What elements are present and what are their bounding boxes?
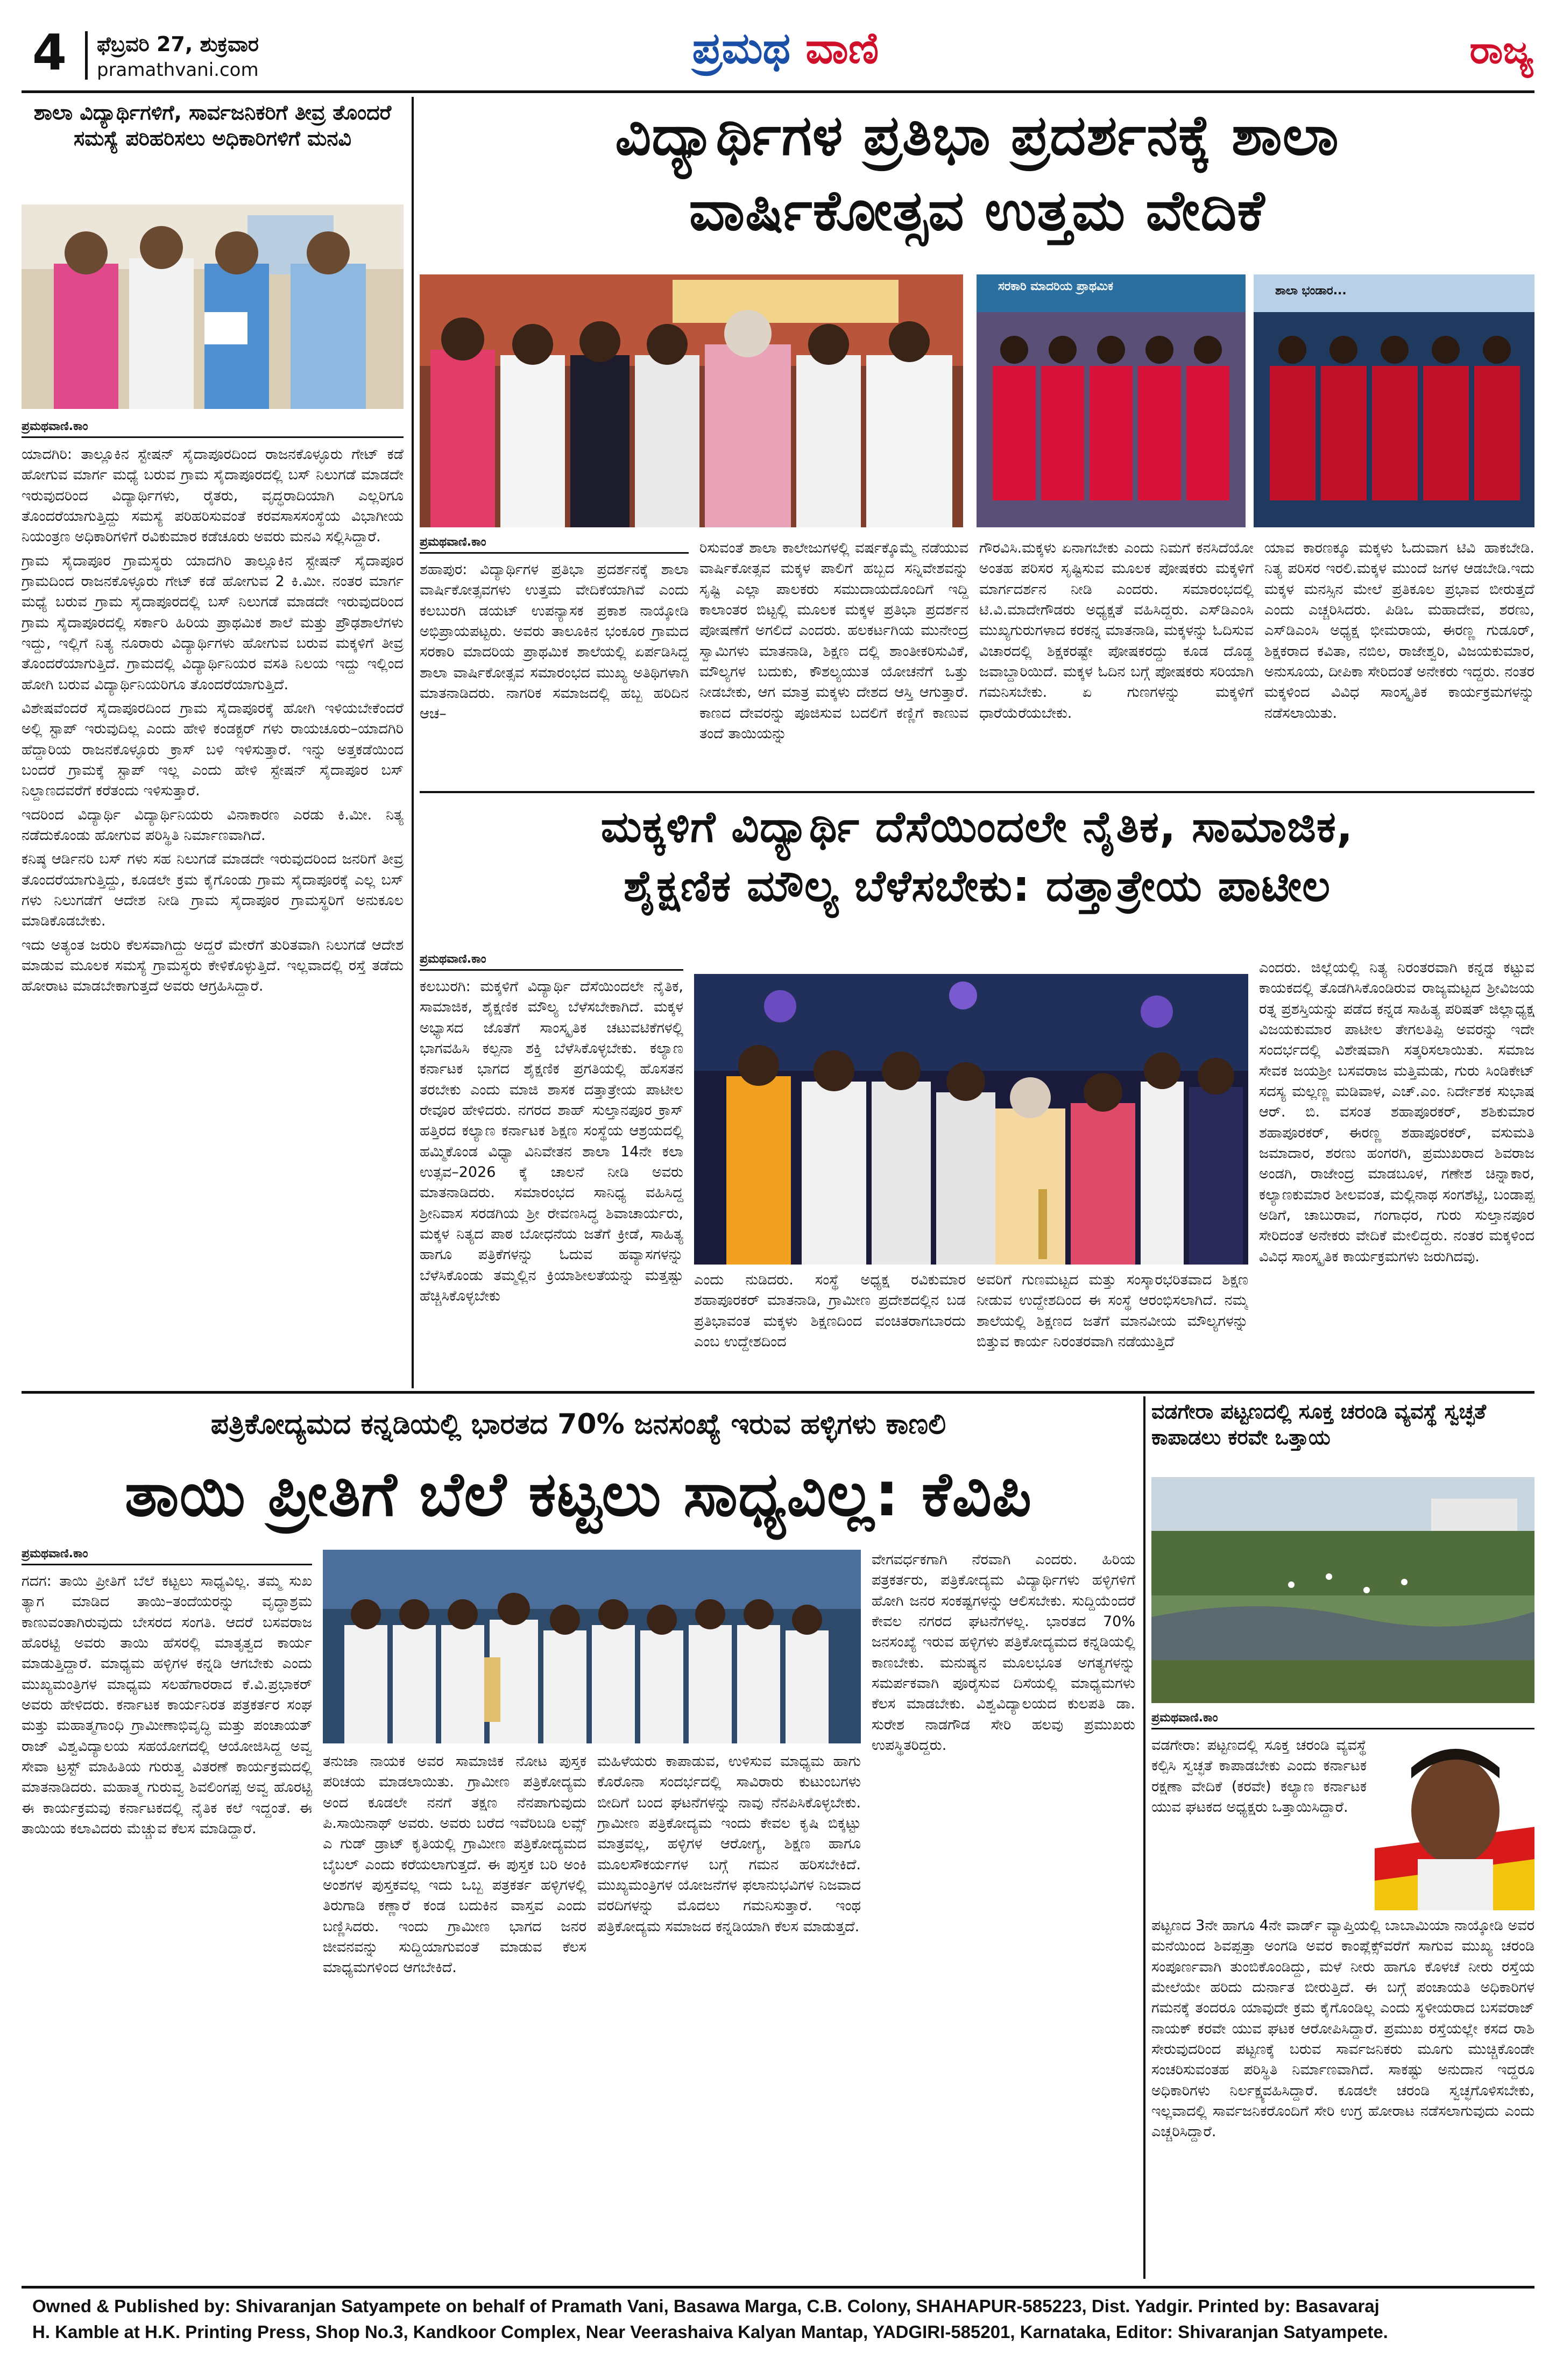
story-vadagera-col-full: ಪಟ್ಟಣದ 3ನೇ ಹಾಗೂ 4ನೇ ವಾರ್ಡ್ ವ್ಯಾಪ್ತಿಯಲ್ಲಿ ಬಾಬಾಮಿಯಾ ನಾಯ್ಕೋಡಿ ಅವರ ಮನೆಯಿಂದ ಶಿವಪ್ಪತ್ತಾ ಅಂಗಡಿ ಅವರ ಕಾಂಪ್ಲೆಕ್ಸ್‌ವರೆಗೆ ಸಾಗುವ ಮುಖ್ಯ ಚರಂಡಿ ಸಂಪೂರ್ಣವಾಗಿ ತುಂಬಿಕೊಂಡಿದ್ದು, ಮಳೆ ನೀರು ಹಾಗೂ ಕೊಳಚೆ ನೀರು ರಸ್ತೆಯ ಮೇಲೆಯೇ ಹರಿದು ದುರ್ನಾತ ಬೀರುತ್ತಿದೆ. ಈ ಬಗ್ಗೆ ಪಂಚಾಯತಿ ಅಧಿಕಾರಿಗಳ ಗಮನಕ್ಕೆ ತಂದರೂ ಯಾವುದೇ ಕ್ರಮ ಕೈಗೊಂಡಿಲ್ಲ ಎಂದು ಸ್ಥಳೀಯರಾದ ಬಸವರಾಜ್ ನಾಯಕ್ ಕರವೇ ಯುವ ಘಟಕ ಆರೋಪಿಸಿದ್ದಾರೆ. ಪ್ರಮುಖ ರಸ್ತೆಯಲ್ಲೇ ಕಸದ ರಾಶಿ ಸೇರುವುದರಿಂದ ಪಟ್ಟಣಕ್ಕೆ ಬರುವ ಸಾರ್ವಜನಿಕರು ಮೂಗು ಮುಚ್ಚಿಕೊಂಡೇ ಸಂಚರಿಸುವಂತಹ ಪರಿಸ್ಥಿತಿ ನಿರ್ಮಾಣವಾಗಿದೆ. ಸಾಕಷ್ಟು ಅನುದಾನ ಇದ್ದರೂ ಅಧಿಕಾರಿಗಳು ನಿರ್ಲಕ್ಷ್ಯವಹಿಸಿದ್ದಾರೆ. ಕೂಡಲೇ ಚರಂಡಿ ಸ್ವಚ್ಛಗೊಳಿಸಬೇಕು, ಇಲ್ಲವಾದಲ್ಲಿ ಸಾರ್ವಜನಿಕರೊಂದಿಗೆ ಸೇರಿ ಉಗ್ರ ಹೋರಾಟ ನಡೆಸಲಾಗುವುದು ಎಂದು ಎಚ್ಚರಿಸಿದ್ದಾರೆ.	[1151, 1917, 1534, 2141]
footer-line: H. Kamble at H.K. Printing Press, Shop No.3, Kandkoor Complex, Near Veerashaiva Kalyan Mantap, YADGIRI-585201, Karnataka, Editor: Shivaranjan Satyampete.	[32, 2321, 1388, 2342]
story-vadagera-col-left: ವಡಗೇರಾ: ಪಟ್ಟಣದಲ್ಲಿ ಸೂಕ್ತ ಚರಂಡಿ ವ್ಯವಸ್ಥೆ ಕಲ್ಪಿಸಿ ಸ್ವಚ್ಛತೆ ಕಾಪಾಡಬೇಕು ಎಂದು ಕರ್ನಾಟಕ ರಕ್ಷಣಾ ವೇದಿಕೆ (ಕರವೇ) ಕಲ್ಯಾಣ ಕರ್ನಾಟಕ ಯುವ ಘಟಕದ ಅಧ್ಯಕ್ಷರು ಒತ್ತಾಯಿಸಿದ್ದಾರೆ.	[1151, 1737, 1367, 1816]
story-kvp-byline: ಪ್ರಮಥವಾಣಿ.ಕಾಂ	[22, 1547, 312, 1565]
story-school-title: ಶಾಲಾ ವಿದ್ಯಾರ್ಥಿಗಳಿಗೆ, ಸಾರ್ವಜನಿಕರಿಗೆ ತೀವ್ರ ತೊಂದರೆ ಸಮಸ್ಯೆ ಪರಿಹರಿಸಲು ಅಧಿಕಾರಿಗಳಿಗೆ ಮನವಿ	[33, 101, 392, 150]
story-vadagera-byline: ಪ್ರಮಥವಾಣಿ.ಕಾಂ	[1151, 1711, 1534, 1729]
story-school-para: ಗ್ರಾಮ ಸೈದಾಪೂರ ಗ್ರಾಮಸ್ಥರು ಯಾದಗಿರಿ ತಾಲ್ಲೂಕಿನ ಸ್ಟೇಷನ್ ಸೈದಾಪೂರ ಗ್ರಾಮದಿಂದ ರಾಜನಕೊಳ್ಳೂರು ಗೇಟ್ ಕಡೆ ಹೋಗುವ 2 ಕಿ.ಮೀ. ನಂತರ ಮಾರ್ಗ ಮಧ್ಯೆ ಬರುವ ಗ್ರಾಮ ಸೈದಾಪೂರದಲ್ಲಿ ಬಸ್ ನಿಲುಗಡೆ ಮಾಡದೇ ಇರುವುದರಿಂದ ಗ್ರಾಮ ಸೈದಾಪೂರದಲ್ಲಿ ಸರ್ಕಾರಿ ಹಿರಿಯ ಪ್ರಾಥಮಿಕ ಶಾಲೆ ಮತ್ತು ಪ್ರೌಢಶಾಲೆಗಳು ಇದ್ದು, ಇಲ್ಲಿಗೆ ನಿತ್ಯ ನೂರಾರು ವಿದ್ಯಾರ್ಥಿಗಳು ಹೋಗುವ ಬರುವ ಮಕ್ಕಳಿಗೆ ತೀವ್ರ ತೊಂದರೆಯಾಗುತ್ತಿದೆ. ಗ್ರಾಮದಲ್ಲಿ ವಿದ್ಯಾರ್ಥಿನಿಯರ ವಸತಿ ನಿಲಯ ಇದ್ದು ಇಲ್ಲಿಂದ ಹೋಗಿ ಬರುವ ವಿದ್ಯಾರ್ಥಿನಿಯರಿಗೂ ತೊಂದರೆಯಾಗುತ್ತಿದೆ.	[22, 552, 404, 693]
story-annual-headline-1: ವಿದ್ಯಾರ್ಥಿಗಳ ಪ್ರತಿಭಾ ಪ್ರದರ್ಶನಕ್ಕೆ ಶಾಲಾ	[615, 102, 1339, 168]
story-values-under-photo-b: ಅವರಿಗೆ ಗುಣಮಟ್ಟದ ಮತ್ತು ಸಂಸ್ಕಾರಭರಿತವಾದ ಶಿಕ್ಷಣ ನೀಡುವ ಉದ್ದೇಶದಿಂದ ಈ ಸಂಸ್ಥೆ ಆರಂಭಿಸಲಾಗಿದೆ. ನಮ್ಮ ಶಾಲೆಯಲ್ಲಿ ಶಿಕ್ಷಣದ ಜತೆಗೆ ಮಾನವೀಯ ಮೌಲ್ಯಗಳನ್ನು ಬಿತ್ತುವ ಕಾರ್ಯ ನಿರಂತರವಾಗಿ ನಡೆಯುತ್ತಿದೆ	[977, 1272, 1248, 1350]
story-values-col-right: ಎಂದರು. ಜಿಲ್ಲೆಯಲ್ಲಿ ನಿತ್ಯ ನಿರಂತರವಾಗಿ ಕನ್ನಡ ಕಟ್ಟುವ ಕಾಯಕದಲ್ಲಿ ತೊಡಗಿಸಿಕೊಂಡಿರುವ ರಾಜ್ಯಮಟ್ಟದ ಶ್ರೀವಿಜಯ ರತ್ನ ಪ್ರಶಸ್ತಿಯನ್ನು ಪಡೆದ ಕನ್ನಡ ಸಾಹಿತ್ಯ ಪರಿಷತ್ ಜಿಲ್ಲಾಧ್ಯಕ್ಷ ವಿಜಯಕುಮಾರ ಪಾಟೀಲ ತೇಗಲತಿಪ್ಪಿ ಅವರನ್ನು ಇದೇ ಸಂದರ್ಭದಲ್ಲಿ ವಿಶೇಷವಾಗಿ ಸತ್ಕರಿಸಲಾಯಿತು. ಸಮಾಜ ಸೇವಕ ಜಯಶ್ರೀ ಬಸವರಾಜ ಮತ್ತಿಮಡು, ಗುರು ಸಿಂಡಿಕೇಟ್ ಸದಸ್ಯ ಮಲ್ಲಣ್ಣ ಮಡಿವಾಳ, ಎಚ್.ಎಂ. ನಿರ್ದೇಶಕ ಸುಭಾಷ ಆರ್. ಬಿ. ವಸಂತ ಶಹಾಪೂರಕರ್, ಶಶಿಕುಮಾರ ಶಹಾಪೂರಕರ್, ಈರಣ್ಣ ಶಹಾಪೂರಕರ್, ವಸುಮತಿ ಜಮಾದಾರ, ಶರಣು ಹಂಗರಗಿ, ಪ್ರಮುಖರಾದ ಶಿವರಾಜ ಅಂಡಗಿ, ರಾಜೇಂದ್ರ ಮಾಡಬೂಳ, ಗಣೇಶ ಚಿನ್ನಾಕಾರ, ಕಲ್ಯಾಣಕುಮಾರ ಶೀಲವಂತ, ಮಲ್ಲಿನಾಥ ಸಂಗಶೆಟ್ಟಿ, ಬಂಡಾಪ್ಪ ಅಡಿಗೆ, ಚಾಬುರಾವ, ಗಂಗಾಧರ, ಗುರು ಸುಲ್ತಾನಪೂರ ಸೇರಿದಂತೆ ಅನೇಕರು ವೇದಿಕೆ ಮೇಲಿದ್ದರು. ನಂತರ ಮಕ್ಕಳಿಂದ ವಿವಿಧ ಸಾಂಸ್ಕೃತಿಕ ಕಾರ್ಯಕ್ರಮಗಳು ಜರುಗಿದವು.	[1259, 959, 1534, 1265]
story-school-photo	[22, 204, 404, 409]
story-vadagera-title: ವಡಗೇರಾ ಪಟ್ಟಣದಲ್ಲಿ ಸೂಕ್ತ ಚರಂಡಿ ವ್ಯವಸ್ಥೆ ಸ್ವಚ್ಛತೆ ಕಾಪಾಡಲು ಕರವೇ ಒತ್ತಾಯ	[1151, 1400, 1487, 1449]
story-school-para: ಇದು ಅತ್ಯಂತ ಜರುರಿ ಕೆಲಸವಾಗಿದ್ದು ಅದ್ದರೆ ಮೇರೆಗೆ ತುರಿತವಾಗಿ ನಿಲುಗಡೆ ಆದೇಶ ಮಾಡುವ ಮೂಲಕ ಸಮಸ್ಯೆ ಗ್ರಾಮಸ್ಥರು ಕೇಳಿಕೊಳ್ಳುತ್ತಿದೆ. ಇಲ್ಲವಾದಲ್ಲಿ ರಸ್ತೆ ತಡೆದು ಹೋರಾಟ ಮಾಡಬೇಕಾಗುತ್ತದೆ ಅವರು ಆಗ್ರಹಿಸಿದ್ದಾರೆ.	[22, 936, 404, 995]
story-annual-byline: ಪ್ರಮಥವಾಣಿ.ಕಾಂ	[420, 535, 689, 554]
story-values-photo	[694, 974, 1248, 1265]
story-annual-photo-dancers-b	[1254, 274, 1534, 527]
story-annual-col-3: ಗೌರವಿಸಿ.ಮಕ್ಕಳು ಏನಾಗಬೇಕು ಎಂದು ನಿಮಗೆ ಕನಸಿದೆಯೋ ಅಂತಹ ಪರಿಸರ ಸೃಷ್ಟಿಸುವ ಮೂಲಕ ಪೋಷಕರು ಮಕ್ಕಳಿಗೆ ಮಾರ್ಗದರ್ಶನ ನೀಡಿ ಎಂದರು. ಸಮಾರಂಭದಲ್ಲಿ ಟಿ.ವಿ.ಮಾದೇಗೌಡರು ಅಧ್ಯಕ್ಷತೆ ವಹಿಸಿದ್ದರು. ಎಸ್‌ಡಿಎಂಸಿ ಮುಖ್ಯಗುರುಗಳಾದ ಕರಕನ್ನ ಮಾತನಾಡಿ, ಮಕ್ಕಳನ್ನು ಓದಿಸುವ ವಿಚಾರದಲ್ಲಿ ಶಿಕ್ಷಕರಷ್ಟೇ ಪೋಷಕರದ್ದು ಕೂಡ ದೊಡ್ಡ ಜವಾಬ್ದಾರಿಯಿದೆ. ಮಕ್ಕಳ ಓದಿನ ಬಗ್ಗೆ ಪೋಷಕರು ಸರಿಯಾಗಿ ಗಮನಿಸಬೇಕು. ಏ ಗುಣಗಳನ್ನು ಮಕ್ಕಳಿಗೆ ಧಾರೆಯೆರೆಯಬೇಕು.	[979, 540, 1254, 722]
story-values-under-photo-a: ಎಂದು ನುಡಿದರು. ಸಂಸ್ಥೆ ಅಧ್ಯಕ್ಷ ರವಿಕುಮಾರ ಶಹಾಪೂರಕರ್ ಮಾತನಾಡಿ, ಗ್ರಾಮೀಣ ಪ್ರದೇಶದಲ್ಲಿನ ಬಡ ಪ್ರತಿಭಾವಂತ ಮಕ್ಕಳು ಶಿಕ್ಷಣದಿಂದ ವಂಚಿತರಾಗಬಾರದು ಎಂಬ ಉದ್ದೇಶದಿಂದ	[694, 1272, 966, 1350]
story-kvp-col-3: ಮಹಿಳೆಯರು ಕಾಪಾಡುವ, ಉಳಿಸುವ ಮಾಧ್ಯಮ ಹಾಗು ಕೊರೊನಾ ಸಂದರ್ಭದಲ್ಲಿ ಸಾವಿರಾರು ಕುಟುಂಬಗಳು ಬೀದಿಗೆ ಬಂದ ಘಟನೆಗಳನ್ನು ನಾವು ನೆನಪಿಸಿಕೊಳ್ಳಬೇಕು. ಗ್ರಾಮೀಣ ಪತ್ರಿಕೋದ್ಯಮ ಇಂದು ಕೇವಲ ಕೃಷಿ ಬಿಕ್ಕಟ್ಟು ಮಾತ್ರವಲ್ಲ, ಹಳ್ಳಿಗಳ ಆರೋಗ್ಯ, ಶಿಕ್ಷಣ ಹಾಗೂ ಮೂಲಸೌಕರ್ಯಗಳ ಬಗ್ಗೆ ಗಮನ ಹರಿಸಬೇಕಿದೆ. ಮುಖ್ಯಮಂತ್ರಿಗಳ ಯೋಜನೆಗಳ ಫಲಾನುಭವಿಗಳ ನಿಜವಾದ ವರದಿಗಳನ್ನು ಮೊದಲು ಗಮನಿಸುತ್ತಾರೆ. ಇಂಥ ಪತ್ರಿಕೋದ್ಯಮ ಸಮಾಜದ ಕನ್ನಡಿಯಾಗಿ ಕೆಲಸ ಮಾಡುತ್ತದೆ.	[597, 1753, 861, 1935]
story-kvp-kicker: ಪತ್ರಿಕೋದ್ಯಮದ ಕನ್ನಡಿಯಲ್ಲಿ ಭಾರತದ 70% ಜನಸಂಖ್ಯೆ ಇರುವ ಹಳ್ಳಿಗಳು ಕಾಣಲಿ	[210, 1408, 946, 1440]
banner-text: ಸರಕಾರಿ ಮಾದರಿಯ ಪ್ರಾಥಮಿಕ	[998, 280, 1113, 293]
story-values-col-1: ಕಲಬುರಗಿ: ಮಕ್ಕಳಿಗೆ ವಿದ್ಯಾರ್ಥಿ ದೆಸೆಯಿಂದಲೇ ನೈತಿಕ, ಸಾಮಾಜಿಕ, ಶೈಕ್ಷಣಿಕ ಮೌಲ್ಯ ಬೆಳೆಸಬೇಕಾಗಿದೆ. ಮಕ್ಕಳ ಅಭ್ಯಾಸದ ಜೊತೆಗೆ ಸಾಂಸ್ಕೃತಿಕ ಚಟುವಟಿಕೆಗಳಲ್ಲಿ ಭಾಗವಹಿಸಿ ಕಲ್ಪನಾ ಶಕ್ತಿ ಬೆಳೆಸಿಕೊಳ್ಳಬೇಕು. ಕಲ್ಯಾಣ ಕರ್ನಾಟಕ ಭಾಗದ ಶೈಕ್ಷಣಿಕ ಪ್ರಗತಿಯಲ್ಲಿ ಹೊಸತನ ತರಬೇಕು ಎಂದು ಮಾಜಿ ಶಾಸಕ ದತ್ತಾತ್ರೇಯ ಪಾಟೀಲ ರೇವೂರ ಹೇಳಿದರು. ನಗರದ ಶಾಹ್ ಸುಲ್ತಾನಪೂರ ಕ್ರಾಸ್ ಹತ್ತಿರದ ಕಲ್ಯಾಣ ಕರ್ನಾಟಕ ಶಿಕ್ಷಣ ಸಂಸ್ಥೆಯ ಆಶ್ರಯದಲ್ಲಿ ಹಮ್ಮಿಕೊಂಡ ವಿಧ್ಯಾ ವಿನಿವೇತನ ಶಾಲಾ 14ನೇ ಕಲಾ ಉತ್ಸವ–2026 ಕ್ಕೆ ಚಾಲನೆ ನೀಡಿ ಅವರು ಮಾತನಾಡಿದರು. ಸಮಾರಂಭದ ಸಾನಿಧ್ಯ ವಹಿಸಿದ್ದ ಶ್ರೀನಿವಾಸ ಸರಡಗಿಯ ಶ್ರೀ ರೇವಣಸಿದ್ಧ ಶಿವಾಚಾರ್ಯರು, ಮಕ್ಕಳ ನಿತ್ಯದ ಪಾಠ ಬೋಧನೆಯ ಜತೆಗೆ ಕ್ರೀಡೆ, ಸಾಹಿತ್ಯ ಹಾಗೂ ಪತ್ರಿಕೆಗಳನ್ನು ಓದುವ ಹವ್ಯಾಸಗಳನ್ನು ಬೆಳೆಸಿಕೊಂಡು ತಮ್ಮಲ್ಲಿನ ಕ್ರಿಯಾಶೀಲತೆಯನ್ನು ಮತ್ತಷ್ಟು ಹೆಚ್ಚಿಸಿಕೊಳ್ಳಬೇಕು	[420, 978, 683, 1304]
story-annual-col-4: ಯಾವ ಕಾರಣಕ್ಕೂ ಮಕ್ಕಳು ಓದುವಾಗ ಟಿವಿ ಹಾಕಬೇಡಿ. ನಿತ್ಯ ಪರಿಸರ ಇರಲಿ.ಮಕ್ಕಳ ಮುಂದೆ ಜಗಳ ಆಡಬೇಡಿ.ಇದು ಮಕ್ಕಳ ಮನಸ್ಸಿನ ಮೇಲೆ ಪ್ರತಿಕೂಲ ಪ್ರಭಾವ ಬೀರುತ್ತದೆ ಎಂದು ಎಚ್ಚರಿಸಿದರು. ಪಿಡಿಒ ಮಹಾದೇವ, ಶರಣು, ಎಸ್‌ಡಿಎಂಸಿ ಅಧ್ಯಕ್ಷ ಭೀಮರಾಯ, ಈರಣ್ಣ ಗುಡೂರ್, ಶಿಕ್ಷಕರಾದ ಕವಿತಾ, ನಬಿಲ, ರಾಜೇಶ್ವರಿ, ವಿಜಯಕುಮಾರ, ಅನುಸೂಯ, ದೀಪಿಕಾ ಸೇರಿದಂತೆ ಅನೇಕರು ಇದ್ದರು. ನಂತರ ಮಕ್ಕಳಿಂದ ವಿವಿಧ ಸಾಂಸ್ಕೃತಿಕ ಕಾರ್ಯಕ್ರಮಗಳನ್ನು ನಡೆಸಲಾಯಿತು.	[1264, 540, 1534, 722]
story-kvp-col-1: ಗದಗ: ತಾಯಿ ಪ್ರೀತಿಗೆ ಬೆಲೆ ಕಟ್ಟಲು ಸಾಧ್ಯವಿಲ್ಲ. ತಮ್ಮ ಸುಖ ತ್ಯಾಗ ಮಾಡಿದ ತಾಯಿ–ತಂದೆಯರನ್ನು ವೃದ್ಧಾಶ್ರಮ ಕಾಣುವಂತಾಗಿರುವುದು ಬೇಸರದ ಸಂಗತಿ. ಆದರೆ ಬಸವರಾಜ ಹೊರಟ್ಟಿ ಅವರು ತಾಯಿ ಹೆಸರಲ್ಲಿ ಮಾತೃತ್ವದ ಕಾರ್ಯ ಮಾಡುತ್ತಿದ್ದಾರೆ. ಮಾಧ್ಯಮ ಹಳ್ಳಿಗಳ ಕನ್ನಡಿ ಆಗಬೇಕು ಎಂದು ಮುಖ್ಯಮಂತ್ರಿಗಳ ಮಾಧ್ಯಮ ಸಲಹೆಗಾರರಾದ ಕೆ.ವಿ.ಪ್ರಭಾಕರ್ ಅವರು ಹೇಳಿದರು. ಕರ್ನಾಟಕ ಕಾರ್ಯನಿರತ ಪತ್ರಕರ್ತರ ಸಂಘ ಮತ್ತು ಮಹಾತ್ಮಗಾಂಧಿ ಗ್ರಾಮೀಣಾಭಿವೃದ್ಧಿ ಮತ್ತು ಪಂಚಾಯತ್ ರಾಜ್ ವಿಶ್ವವಿದ್ಯಾಲಯ ಸಹಯೋಗದಲ್ಲಿ ಆಯೋಜಿಸಿದ್ದ ಅವ್ವ ಸೇವಾ ಟ್ರಸ್ಟ್ ಮಾಹಿತಿಯ ಗುರುತ್ವ ವಿತರಣೆ ಕಾರ್ಯಕ್ರಮದಲ್ಲಿ ಮಾತನಾಡಿದರು. ಮಹಾತ್ಮ ಗುರುವ್ವ ಶಿವಲಿಂಗಪ್ಪ ಅವ್ವ ಹೊರಟ್ಟಿ ಈ ಕಾರ್ಯಕ್ರಮವು ಕರ್ನಾಟಕದಲ್ಲಿ ನೈತಿಕ ಕಲೆ ಇದ್ದಂತೆ. ಈ ತಾಯಿಯ ಕಲಾವಿದರು ಮೆಚ್ಚುವ ಕೆಲಸ ಮಾಡಿದ್ದಾರೆ.	[22, 1573, 312, 1837]
story-kvp-col-4: ವೇಗವರ್ಧಕಗಾಗಿ ನೆರವಾಗಿ ಎಂದರು. ಹಿರಿಯ ಪತ್ರಕರ್ತರು, ಪತ್ರಿಕೋದ್ಯಮ ವಿದ್ಯಾರ್ಥಿಗಳು ಹಳ್ಳಿಗಳಿಗೆ ಹೋಗಿ ಜನರ ಸಂಕಷ್ಟಗಳನ್ನು ಆಲಿಸಬೇಕು. ಸುದ್ದಿಯೆಂದರೆ ಕೇವಲ ನಗರದ ಘಟನೆಗಳಲ್ಲ. ಭಾರತದ 70% ಜನಸಂಖ್ಯೆ ಇರುವ ಹಳ್ಳಿಗಳು ಪತ್ರಿಕೋದ್ಯಮದ ಕನ್ನಡಿಯಲ್ಲಿ ಕಾಣಬೇಕು. ಮನುಷ್ಯನ ಮೂಲಭೂತ ಅಗತ್ಯಗಳನ್ನು ಸಮರ್ಪಕವಾಗಿ ಪೂರೈಸುವ ದಿಸೆಯಲ್ಲಿ ಮಾಧ್ಯಮಗಳು ಕೆಲಸ ಮಾಡಬೇಕು. ವಿಶ್ವವಿದ್ಯಾಲಯದ ಕುಲಪತಿ ಡಾ. ಸುರೇಶ ನಾಡಗೌಡ ಸೇರಿ ಹಲವು ಪ್ರಮುಖರು ಉಪಸ್ಥಿತರಿದ್ದರು.	[872, 1551, 1135, 1754]
story-school-byline: ಪ್ರಮಥವಾಣಿ.ಕಾಂ	[22, 420, 404, 438]
paper-logo-b: ವಾಣಿ	[805, 23, 879, 73]
footer-line: Owned & Published by: Shivaranjan Satyampete on behalf of Pramath Vani, Basawa Marga, C.B. Colony, SHAHAPUR-585223, Dist. Yadgir. Printed by: Basavaraj	[32, 2296, 1380, 2316]
page-number: 4	[32, 24, 67, 81]
banner-text: ಶಾಲಾ ಭಂಡಾರ...	[1275, 284, 1347, 298]
story-kvp-photo	[323, 1550, 861, 1743]
masthead	[0, 0, 1556, 91]
story-school-body	[22, 444, 404, 1381]
paper-logo-a: ಪ್ರಮಥ	[692, 23, 791, 73]
story-school-para: ಯಾದಗಿರಿ: ತಾಲ್ಲೂಕಿನ ಸ್ಟೇಷನ್ ಸೈದಾಪೂರದಿಂದ ರಾಜನಕೊಳ್ಳೂರು ಗೇಟ್ ಕಡೆ ಹೋಗುವ ಮಾರ್ಗ ಮಧ್ಯೆ ಬರುವ ಗ್ರಾಮ ಸೈದಾಪೂರದಲ್ಲಿ ಬಸ್ ನಿಲುಗಡೆ ಮಾಡದೇ ಇರುವುದರಿಂದ ವಿದ್ಯಾರ್ಥಿಗಳು, ರೈತರು, ವೃದ್ಧರಾದಿಯಾಗಿ ಎಲ್ಲರಿಗೂ ತೊಂದರೆಯಾಗುತ್ತಿದ್ದು ಸಮಸ್ಯೆ ಪರಿಹರಿಸುವಂತೆ ಕರವಸಾಸಸಂಸ್ಥೆಯ ವಿಭಾಗೀಯ ನಿಯಂತ್ರಣ ಅಧಿಕಾರಿಗಳಿಗೆ ರವಿಕುಮಾರ ಕಡೆಚೂರು ಅವರು ಮನವಿ ಸಲ್ಲಿಸಿದ್ದಾರೆ.	[22, 446, 404, 546]
website-link[interactable]: pramathvani.com	[97, 59, 259, 81]
story-annual-headline-2: ವಾರ್ಷಿಕೋತ್ಸವ ಉತ್ತಮ ವೇದಿಕೆ	[689, 178, 1265, 243]
story-vadagera-photo-drain	[1151, 1477, 1534, 1703]
issue-date: ಫೆಬ್ರವರಿ 27, ಶುಕ್ರವಾರ	[97, 32, 259, 56]
story-kvp-headline: ತಾಯಿ ಪ್ರೀತಿಗೆ ಬೆಲೆ ಕಟ್ಟಲು ಸಾಧ್ಯವಿಲ್ಲ: ಕೆವಿಪಿ	[124, 1458, 1032, 1530]
story-annual-photo-guests	[420, 274, 963, 527]
footer-imprint	[32, 2293, 1533, 2369]
story-vadagera-photo-portrait	[1375, 1730, 1534, 1910]
story-kvp-col-2: ತನುಜಾ ನಾಯಕ ಅವರ ಸಾಮಾಜಿಕ ನೋಟ ಪುಸ್ತಕ ಪರಿಚಯ ಮಾಡಲಾಯಿತು. ಗ್ರಾಮೀಣ ಪತ್ರಿಕೋದ್ಯಮ ಅಂದ ಕೂಡಲೇ ನನಗೆ ತಕ್ಷಣ ನೆನಪಾಗುವುದು ಪಿ.ಸಾಯಿನಾಥ್ ಅವರು. ಅವರು ಬರೆದ ಇವೆರಿಬಡಿ ಲವ್ಸ್ ಎ ಗುಡ್ ಡ್ರಾಟ್ ಕೃತಿಯಲ್ಲಿ ಗ್ರಾಮೀಣ ಪತ್ರಿಕೋದ್ಯಮದ ಬೈಬಲ್ ಎಂದು ಕರೆಯಲಾಗುತ್ತದೆ. ಈ ಪುಸ್ತಕ ಬರಿ ಅಂಕಿ ಅಂಶಗಳ ಪುಸ್ತಕವಲ್ಲ ಇದು ಒಬ್ಬ ಪತ್ರಕರ್ತ ಹಳ್ಳಿಗಳಲ್ಲಿ ತಿರುಗಾಡಿ ಕಣ್ಣಾರೆ ಕಂಡ ಬದುಕಿನ ವಾಸ್ತವ ಎಂದು ಬಣ್ಣಿಸಿದರು. ಇಂದು ಗ್ರಾಮೀಣ ಭಾಗದ ಜನರ ಜೀವನವನ್ನು ಸುದ್ದಿಯಾಗುವಂತೆ ಮಾಡುವ ಕೆಲಸ ಮಾಧ್ಯಮಗಳಿಂದ ಆಗಬೇಕಿದೆ.	[323, 1753, 586, 1976]
story-values-headline-2: ಶೈಕ್ಷಣಿಕ ಮೌಲ್ಯ ಬೆಳೆಸಬೇಕು: ದತ್ತಾತ್ರೇಯ ಪಾಟೀಲ	[623, 861, 1331, 911]
story-annual-col-1: ಶಹಾಪುರ: ವಿದ್ಯಾರ್ಥಿಗಳ ಪ್ರತಿಭಾ ಪ್ರದರ್ಶನಕ್ಕೆ ಶಾಲಾ ವಾರ್ಷಿಕೋತ್ಸವಗಳು ಉತ್ತಮ ವೇದಿಕೆಯಾಗಿವೆ ಎಂದು ಕಲಬುರಗಿ ಡಯಟ್ ಉಪನ್ಯಾಸಕ ಪ್ರಕಾಶ ನಾಯ್ಕೋಡಿ ಅಭಿಪ್ರಾಯಪಟ್ಟರು. ಅವರು ತಾಲೂಕಿನ ಭಂಕೂರ ಗ್ರಾಮದ ಸರಕಾರಿ ಮಾದರಿಯ ಪ್ರಾಥಮಿಕ ಶಾಲೆಯಲ್ಲಿ ಏರ್ಪಡಿಸಿದ್ದ ಶಾಲಾ ವಾರ್ಷಿಕೋತ್ಸವ ಸಮಾರಂಭದ ಮುಖ್ಯ ಅತಿಥಿಗಳಾಗಿ ಮಾತನಾಡಿದರು. ನಾಗರಿಕ ಸಮಾಜದಲ್ಲಿ ಹಬ್ಬ ಹರಿದಿನ ಆಚ–	[420, 561, 689, 723]
story-school-para: ಕನಿಷ್ಠ ಆರ್ಡಿನರಿ ಬಸ್ ಗಳು ಸಹ ನಿಲುಗಡೆ ಮಾಡದೇ ಇರುವುದರಿಂದ ಜನರಿಗೆ ತೀವ್ರ ತೊಂದರೆಯಾಗುತ್ತಿದ್ದು, ಕೂಡಲೇ ಕ್ರಮ ಕೈಗೊಂಡು ಗ್ರಾಮ ಸೈದಾಪೂರಕ್ಕೆ ಎಲ್ಲ ಬಸ್ ಗಳು ನಿಲುಗಡೆಗೆ ಆದೇಶ ನೀಡಿ ಗ್ರಾಮ ಸೈದಾಪೂರ ಗ್ರಾಮಸ್ಥರಿಗೆ ಅನುಕೂಲ ಮಾಡಿಕೊಡಬೇಕು.	[22, 851, 404, 930]
story-annual-photo-dancers-a	[977, 274, 1246, 527]
section-label: ರಾಜ್ಯ	[1469, 28, 1533, 72]
story-annual-col-2: ರಿಸುವಂತೆ ಶಾಲಾ ಕಾಲೇಜುಗಳಲ್ಲಿ ವರ್ಷಕ್ಕೊಮ್ಮೆ ನಡೆಯುವ ವಾರ್ಷಿಕೋತ್ಸವ ಮಕ್ಕಳ ಪಾಲಿಗೆ ಹಬ್ಬದ ಸನ್ನಿವೇಶವನ್ನು ಸೃಷ್ಟಿ ಎಲ್ಲಾ ಪಾಲಕರು ಸಮುದಾಯದೊಂದಿಗೆ ಇದ್ದಿ ಕಾಲಾಂತರ ಬಿಟ್ಟಲ್ಲಿ ಮೂಲಕ ಮಕ್ಕಳ ಪ್ರತಿಭಾ ಪ್ರದರ್ಶನ ಪೋಷಣೆಗೆ ಅಗಲಿದೆ ಎಂದರು. ಹಲಕರ್ಟಗಿಯ ಮುನೇಂದ್ರ ಸ್ವಾಮಿಗಳು ಮಾತನಾಡಿ, ಶಿಕ್ಷಣ ದಲ್ಲಿ ಶಾಂತೀಕರಿಸುವಿಕೆ, ಮೌಲ್ಯಗಳ ಬದುಕು, ಕೌಶಲ್ಯಯುತ ಯೋಚನೆಗೆ ಒತ್ತು ನೀಡಬೇಕು, ಆಗ ಮಾತ್ರ ಮಕ್ಕಳು ದೇಶದ ಆಸ್ತಿ ಆಗುತ್ತಾರೆ. ಕಾಣದ ದೇವರನ್ನು ಪೂಜಿಸುವ ಬದಲಿಗೆ ಕಣ್ಣಿಗೆ ಕಾಣುವ ತಂದೆ ತಾಯಿಯನ್ನು	[699, 540, 968, 742]
story-school-para: ಇದರಿಂದ ವಿದ್ಯಾರ್ಥಿ ವಿದ್ಯಾರ್ಥಿನಿಯರು ವಿನಾಕಾರಣ ಎರಡು ಕಿ.ಮೀ. ನಿತ್ಯ ನಡೆದುಕೊಂಡು ಹೋಗುವ ಪರಿಸ್ಥಿತಿ ನಿರ್ಮಾಣವಾಗಿದೆ.	[22, 806, 404, 844]
story-values-byline: ಪ್ರಮಥವಾಣಿ.ಕಾಂ	[420, 952, 683, 971]
story-values-headline-1: ಮಕ್ಕಳಿಗೆ ವಿದ್ಯಾರ್ಥಿ ದೆಸೆಯಿಂದಲೇ ನೈತಿಕ, ಸಾಮಾಜಿಕ,	[600, 802, 1354, 852]
story-school-para: ವಿಶೇಷವೆಂದರೆ ಸೈದಾಪೂರದಿಂದ ಗ್ರಾಮ ಸೈದಾಪೂರಕ್ಕೆ ಹೋಗಿ ಇಳಿಯಬೇಕೆಂದರೆ ಅಲ್ಲಿ ಸ್ಟಾಪ್ ಇರುವುದಿಲ್ಲ ಎಂದು ಹೇಳಿ ಕಂಡಕ್ಟರ್ ಗಳು ರಾಯಚೂರು–ಯಾದಗಿರಿ ಹೆದ್ದಾರಿಯ ರಾಜನಕೊಳ್ಳೂರು ಕ್ರಾಸ್ ಬಳಿ ಇಳಿಸುತ್ತಾರೆ. ಇನ್ನು ಅತ್ತಕಡೆಯಿಂದ ಬಂದರೆ ಗ್ರಾಮಕ್ಕೆ ಸ್ಟಾಪ್ ಇಲ್ಲ ಎಂದು ಹೇಳಿ ಸ್ಟೇಷನ್ ಸೈದಾಪೂರ ಬಸ್ ನಿಲ್ದಾಣದವರೆಗೆ ಕರೆತಂದು ಇಳಿಸುತ್ತಾರೆ.	[22, 700, 404, 800]
paper-logo	[635, 23, 936, 82]
